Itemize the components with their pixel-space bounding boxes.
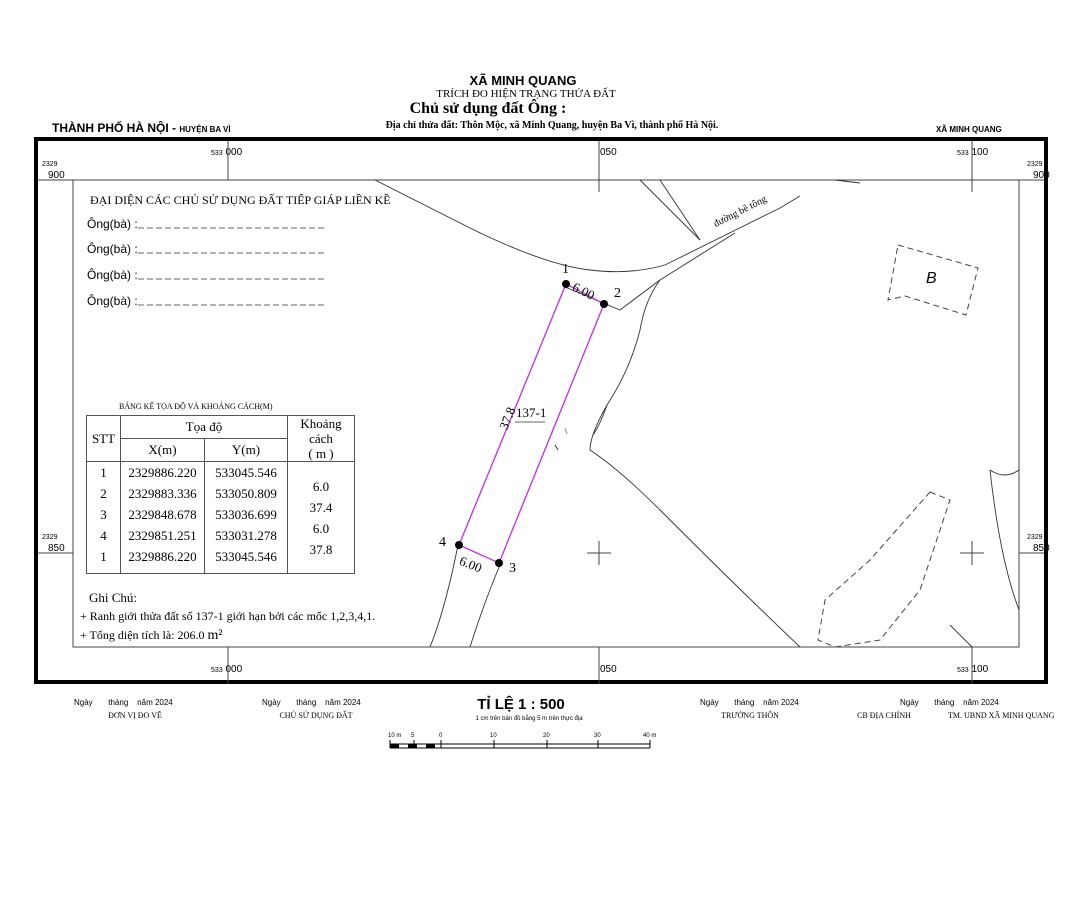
scale-tick-20: 20 (543, 733, 550, 739)
scale-bar (390, 740, 650, 748)
date-line-3: Ngày tháng năm 2024 (700, 698, 799, 707)
marker-3 (495, 559, 503, 567)
scale-tick-10: 10 (490, 733, 497, 739)
grid-y-prefix-left-top: 2329 (42, 161, 58, 168)
dashed-structure (818, 492, 950, 647)
neighbor-line-4: Ông(bà) : (87, 294, 138, 308)
parcel-137-1-boundary (459, 284, 604, 563)
scale-tick-5: 5 (411, 733, 415, 739)
signature-survey-unit: ĐƠN VỊ ĐO VẼ (108, 711, 162, 720)
neighbor-dash-lines (138, 228, 325, 305)
scale-tick-0: 0 (439, 733, 443, 739)
marker-2 (600, 300, 608, 308)
scale-title: TỈ LỆ 1 : 500 (477, 696, 565, 713)
grid-y-label-right-bottom: 850 (1033, 543, 1050, 554)
road-label: đường bê tông (712, 193, 769, 230)
grid-y-label-right-top: 900 (1033, 170, 1050, 181)
grid-y-label-left-top: 900 (48, 170, 65, 181)
scale-note: 1 cm trên bản đồ bằng 5 m trên thực địa (475, 716, 583, 722)
neighbors-title: ĐẠI DIỆN CÁC CHỦ SỬ DỤNG ĐẤT TIẾP GIÁP LIỀN KỀ (90, 193, 391, 207)
notes-title: Ghi Chú: (89, 590, 138, 605)
grid-x-label-top-right: 533 100 (957, 147, 989, 158)
city-name: THÀNH PHỐ HÀ NỘI - (52, 121, 176, 135)
building-label: B (926, 270, 937, 287)
marker-4 (455, 541, 463, 549)
owner-label: Chủ sử dụng đất Ông : (409, 100, 567, 117)
date-line-1: Ngày tháng năm 2024 (74, 698, 173, 707)
road-lines (375, 180, 1019, 647)
sheet-commune: XÃ MINH QUANG (936, 125, 1002, 134)
dist-cell: 6.0 37.4 6.0 37.8 (288, 462, 355, 574)
edge-label-4-1: 37.8 (496, 404, 519, 432)
parcel-number: 137-1 (516, 405, 547, 420)
stt-cell: 1 2 3 4 1 (87, 462, 121, 574)
grid-y-prefix-right-bottom: 2329 (1027, 534, 1043, 541)
scale-tick-30: 30 (594, 733, 601, 739)
commune-title: XÃ MINH QUANG (469, 73, 577, 88)
col-coord: Tọa độ (121, 416, 288, 439)
date-line-2: Ngày tháng năm 2024 (262, 698, 361, 707)
grid-x-label-bottom-mid: 050 (600, 664, 617, 675)
point-label-2: 2 (614, 286, 621, 301)
boundary-markers (455, 280, 608, 567)
neighbor-line-2: Ông(bà) : (87, 242, 138, 256)
point-label-1: 1 (562, 262, 569, 277)
district-name: HUYỆN BA VÌ (179, 125, 231, 134)
notes-line-1: + Ranh giới thửa đất số 137-1 giới hạn bởi các mốc 1,2,3,4,1. (80, 609, 376, 623)
edge-label-1-2: 6.00 (570, 279, 598, 303)
parcel-address: Địa chỉ thửa đất: Thôn Mộc, xã Minh Quang, huyện Ba Vì, thành phố Hà Nội. (385, 120, 719, 131)
scale-tick-10m: 10 m (388, 733, 402, 739)
mark-2 (565, 428, 567, 434)
col-stt: STT (87, 416, 121, 462)
y-cell: 533045.546 533050.809 533036.699 533031.278 533045.546 (205, 462, 288, 574)
coordinate-table (86, 415, 355, 574)
signature-village-head: TRƯỞNG THÔN (721, 711, 779, 720)
point-label-3: 3 (509, 561, 516, 576)
mark-1 (555, 445, 558, 450)
col-y: Y(m) (205, 439, 288, 462)
neighbor-line-1: Ông(bà) : (87, 217, 138, 231)
table-title: BẢNG KÊ TỌA ĐỘ VÀ KHOẢNG CÁCH(M) (119, 402, 273, 411)
edge-label-3-4: 6.00 (457, 553, 485, 576)
signature-commune-committee: TM. UBND XÃ MINH QUANG (948, 711, 1055, 720)
document-title: TRÍCH ĐO HIỆN TRẠNG THỬA ĐẤT (436, 88, 616, 100)
date-line-4: Ngày tháng năm 2024 (900, 698, 999, 707)
x-cell: 2329886.220 2329883.336 2329848.678 2329851.251 2329886.220 (121, 462, 205, 574)
signature-land-user: CHỦ SỬ DỤNG ĐẤT (279, 711, 353, 720)
grid-x-label-top-left: 533 000 (211, 147, 243, 158)
col-dist: Khoảng cách ( m ) (288, 416, 355, 462)
point-label-4: 4 (439, 535, 446, 550)
col-x: X(m) (121, 439, 205, 462)
neighbor-line-3: Ông(bà) : (87, 268, 138, 282)
signature-land-officer: CB ĐỊA CHÍNH (857, 711, 911, 720)
grid-y-prefix-left-bottom: 2329 (42, 534, 58, 541)
grid-x-label-bottom-left: 533 000 (211, 664, 243, 675)
grid-y-prefix-right-top: 2329 (1027, 161, 1043, 168)
scale-tick-40m: 40 m (643, 733, 657, 739)
grid-x-label-bottom-right: 533 100 (957, 664, 989, 675)
grid-y-label-left-bottom: 850 (48, 543, 65, 554)
notes-line-2: + Tổng diện tích là: 206.0 m² (80, 628, 223, 643)
grid-x-label-top-mid: 050 (600, 147, 617, 158)
marker-1 (562, 280, 570, 288)
